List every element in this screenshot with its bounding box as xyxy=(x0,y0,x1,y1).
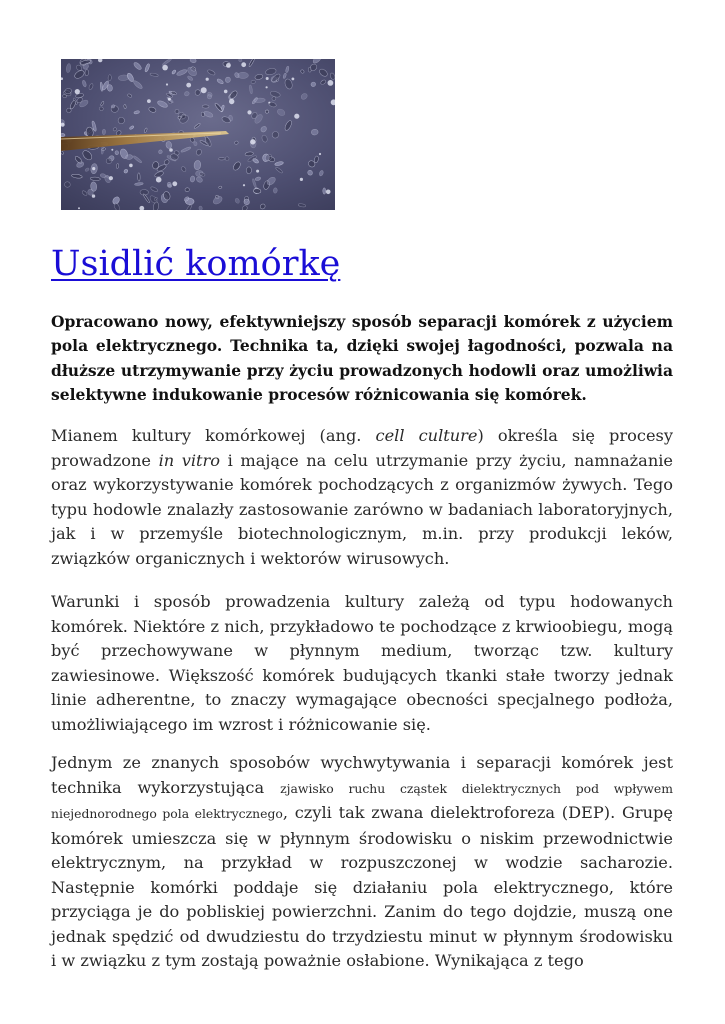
floating-cell xyxy=(229,99,234,104)
floating-cell xyxy=(92,194,95,197)
cell-shape xyxy=(175,109,179,113)
floating-cell xyxy=(75,89,80,94)
floating-cell xyxy=(109,176,113,180)
paragraph-3-text-a: Jednym ze znanych sposobów wychwytywania i separacji komórek jest technika wykorzystująca xyxy=(51,753,673,797)
floating-cell xyxy=(326,190,331,195)
cell-shape xyxy=(85,69,89,75)
floating-cell xyxy=(294,114,299,119)
floating-cell xyxy=(92,167,95,170)
paragraph-1-term-in-vitro: in vitro xyxy=(158,450,221,470)
floating-cell xyxy=(201,87,207,93)
floating-cell xyxy=(243,184,245,186)
cell-shape xyxy=(246,167,251,174)
cell-shape xyxy=(218,158,225,160)
cell-shape xyxy=(251,80,256,84)
floating-cell xyxy=(111,149,113,151)
floating-cell xyxy=(156,177,162,183)
paragraph-1-text-e: i mające na celu utrzymanie przy życiu, namnażanie oraz wykorzystywanie komórek pochodzących z organizmów żywych. Tego typu hodowle znalazły zastosowanie zarówno w badaniach laboratoryjnych, jak i w przemyśle biotechnologicznym, m.in. przy produkcji leków, związków organicznych i wektorów wirusowych. xyxy=(51,450,674,568)
paragraph-1-text-c: ) określa się procesy prowadzone xyxy=(51,426,673,470)
paragraph-1-text-a: Mianem kultury komórkowej (ang. xyxy=(51,426,376,445)
floating-cell xyxy=(268,102,270,104)
cell-shape xyxy=(311,129,318,135)
paragraph-3-definition: zjawisko ruchu cząstek dielektrycznych pod wpływem niejednorodnego pola elektrycznego xyxy=(51,780,673,821)
paragraph-1 xyxy=(51,424,673,571)
cell-shape xyxy=(323,188,326,194)
floating-cell xyxy=(241,62,246,67)
cell-shape xyxy=(108,75,112,81)
floating-cell xyxy=(78,207,80,209)
cell-shape xyxy=(168,185,172,188)
floating-cell xyxy=(266,86,268,88)
paragraph-3 xyxy=(51,751,673,974)
floating-cell xyxy=(226,63,231,68)
floating-cell xyxy=(250,139,255,144)
floating-cell xyxy=(172,181,177,186)
floating-cell xyxy=(129,164,133,168)
micrograph-illustration xyxy=(61,59,335,210)
cell-shape xyxy=(138,173,141,181)
cell-shape xyxy=(118,117,125,124)
floating-cell xyxy=(168,98,171,101)
floating-cell xyxy=(162,65,168,71)
floating-cell xyxy=(169,148,173,152)
cell-shape xyxy=(61,133,65,136)
paragraph-3-text-c: , czyli tak zwana dielektroforeza (DEP). Grupę komórek umieszcza się w płynnym środowisku o niskim przewodnictwie elektrycznym, na przykład w rozpuszczonej w wodzie sacharozie. Następnie komórki poddaje się działaniu pola elektrycznego, które przyciąga je do pobliskiej powierzchni. Zanim do tego dojdzie, muszą one jednak spędzić od dwudziestu do trzydziestu minut w płynnym środowisku i w związku z tym zostają poważnie osłabione. Wynikająca z tego xyxy=(51,803,673,970)
floating-cell xyxy=(186,83,191,88)
article-lead: Opracowano nowy, efektywniejszy sposób separacji komórek z użyciem pola elektrycznego. Technika ta, dzięki swojej łagodności, pozwala na dłuższe utrzymywanie przy życiu prowadzonych hodowli oraz umożliwia selektywne indukowanie procesów różnicowania się komórek. xyxy=(51,312,673,404)
cell-shape xyxy=(125,154,132,160)
floating-cell xyxy=(319,153,321,155)
cell-shape xyxy=(102,129,105,135)
cell-culture-micrograph xyxy=(61,59,335,210)
cell-shape xyxy=(273,188,277,194)
floating-cell xyxy=(256,170,259,173)
floating-cell xyxy=(206,78,209,81)
floating-cell xyxy=(247,110,251,114)
floating-cell xyxy=(166,83,168,85)
cell-shape xyxy=(202,105,209,108)
article-title[interactable]: Usidlić komórkę xyxy=(51,244,341,284)
floating-cell xyxy=(147,99,151,103)
floating-cell xyxy=(266,77,269,80)
paragraph-2: Warunki i sposób prowadzenia kultury zależą od typu hodowanych komórek. Niektóre z nich, przykładowo te pochodzące z krwioobiegu, mogą być przechowywane w płynnym medium, tworząc tzw. kultury zawiesinowe. Większość komórek budujących tkanki stałe tworzy jednak linie adherentne, to znaczy wymagające obecności specjalnego podłoża, umożliwiającego im wzrost i różnicowanie się. xyxy=(51,592,673,734)
floating-cell xyxy=(224,90,228,94)
floating-cell xyxy=(300,178,303,181)
cell-shape xyxy=(253,188,261,193)
floating-cell xyxy=(328,80,334,86)
paragraph-1-term-cell-culture: cell culture xyxy=(375,426,478,445)
floating-cell xyxy=(292,78,295,81)
